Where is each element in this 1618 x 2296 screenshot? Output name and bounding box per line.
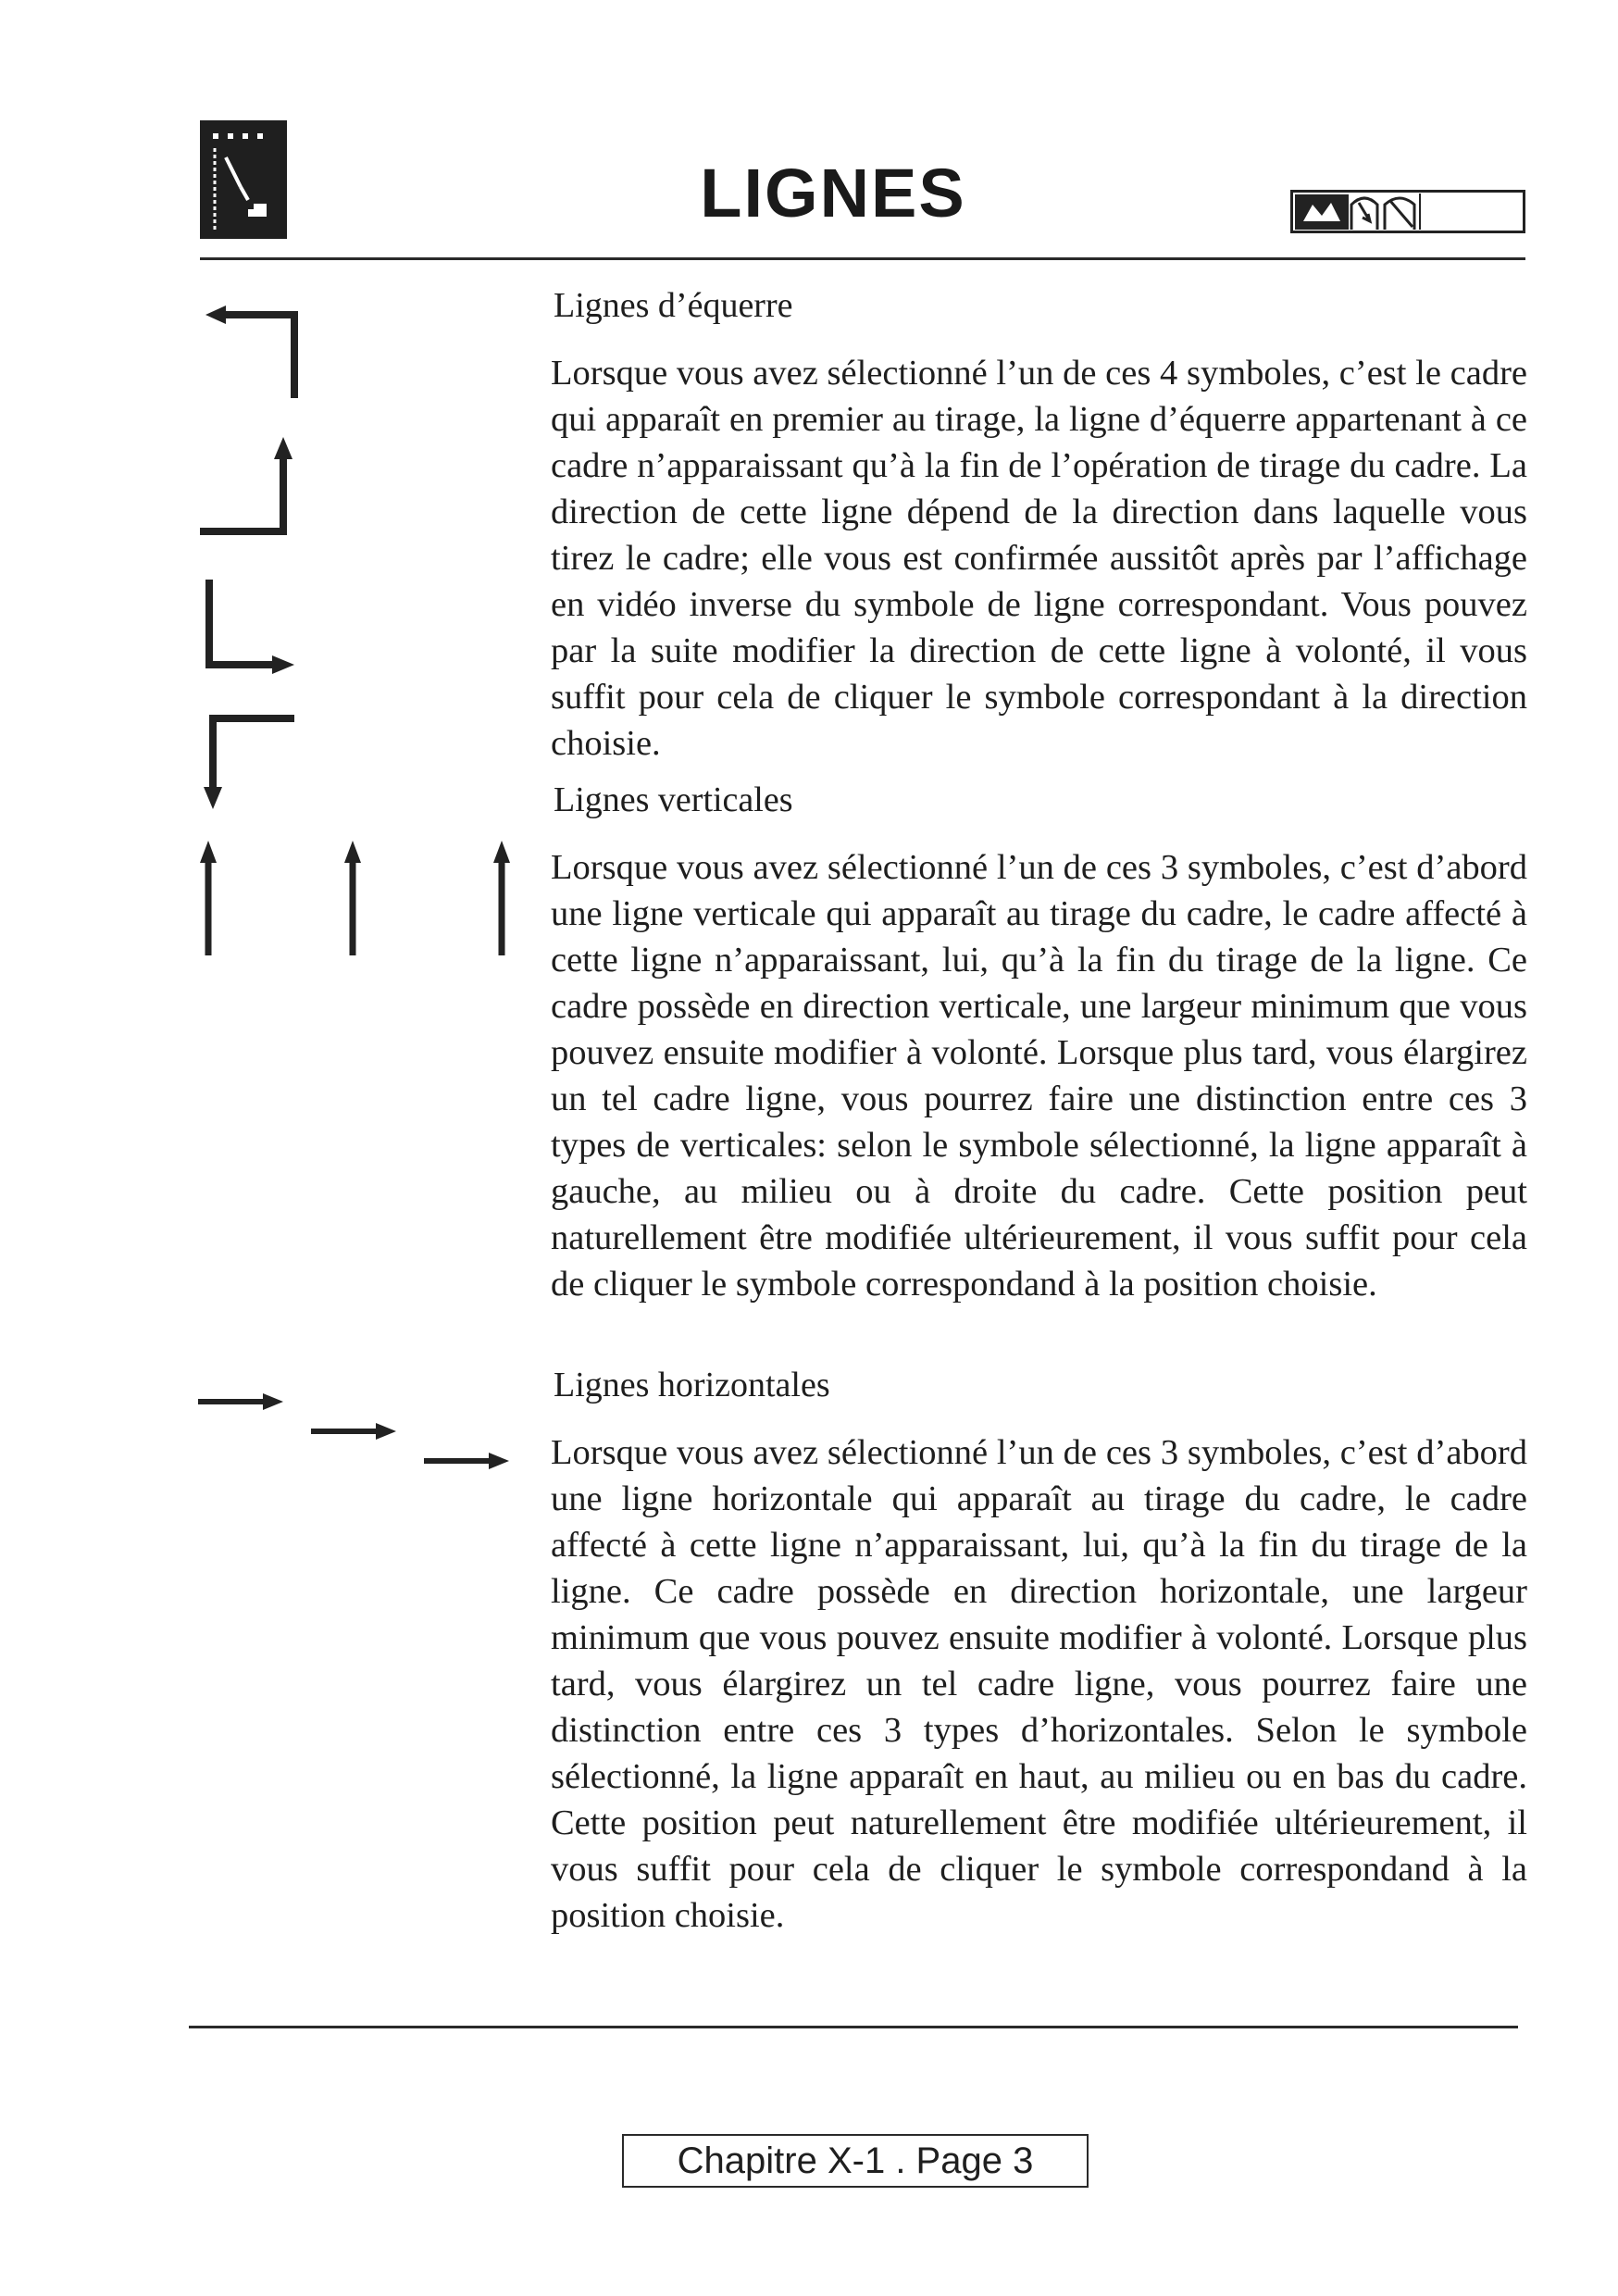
section-body-equerre: Lorsque vous avez sélectionné l’un de ces 4 symboles, c’est le cadre qui apparaît en premier au tirage, la ligne d’équerre appartenant à ce cadre n’apparaissant qu’à la fin de l’opération de tirage du cadre. La direction de cette ligne dépend de la direction dans laquelle vous tirez le cadre; elle vous est confirmée aussitôt après par l’affichage en vidéo inverse du symbole de ligne correspondant. Vous pouvez par la suite modifier la direction de cette ligne à volonté, il vous suffit pour cela de cliquer le symbole correspondant à la direction choisie. xyxy=(551,354,1527,763)
section-heading-horizontales: Lignes horizontales xyxy=(554,1366,830,1404)
mode-selector xyxy=(1290,190,1525,233)
section-heading-verticales: Lignes verticales xyxy=(554,780,793,819)
horizontal-line-middle-icon[interactable] xyxy=(311,1420,396,1442)
section-body-verticales: Lorsque vous avez sélectionné l’un de ces 3 symboles, c’est d’abord une ligne verticale qui apparaît au tirage du cadre, le cadre affecté à cette ligne n’apparaissant, lui, qu’à la fin du tirage de la ligne. Ce cadre possède en direction verticale, une largeur minimum que vous pouvez ensuite modifier à volonté. Lorsque plus tard, vous élargirez un tel cadre ligne, vous pourrez faire une distinction entre ces 3 types de verticales: selon le symbole sélectionné, la ligne apparaît à gauche, au milieu ou à droite du cadre. Cette position peut naturellement être modifiée ultérieurement, il vous suffit pour cela de cliquer le symbole correspondand à la position choisie. xyxy=(551,848,1527,1304)
corner-line-right-down-icon[interactable] xyxy=(198,711,294,813)
line-icon[interactable] xyxy=(1385,198,1414,230)
corner-line-down-right-icon[interactable] xyxy=(200,580,296,681)
line-tool-icon xyxy=(200,120,287,239)
page-title: LIGNES xyxy=(700,155,966,231)
corner-line-left-up-icon[interactable] xyxy=(204,294,300,398)
page-number: Chapitre X-1 . Page 3 xyxy=(622,2134,1089,2188)
header-divider xyxy=(200,257,1525,260)
vertical-line-middle-icon[interactable] xyxy=(339,841,367,955)
horizontal-line-bottom-icon[interactable] xyxy=(424,1450,509,1472)
section-body-horizontales: Lorsque vous avez sélectionné l’un de ces 3 symboles, c’est d’abord une ligne horizontale qui apparaît au tirage du cadre, le cadre affecté à cette ligne n’apparaissant, lui, qu’à la fin du tirage de la ligne. Ce cadre possède en direction horizontale, une largeur minimum que vous pouvez ensuite modifier à volonté. Lorsque plus tard, vous élargirez un tel cadre ligne, vous pourrez faire une distinction entre ces 3 types d’horizontales. Selon le symbole sélectionné, la ligne apparaît en haut, au milieu ou en bas du cadre. Cette position peut naturellement être modifiée ultérieurement, il vous suffit pour cela de cliquer le symbole correspondand à la position choisie. xyxy=(551,1433,1527,1935)
section-heading-equerre: Lignes d’équerre xyxy=(554,286,793,325)
vertical-line-right-icon[interactable] xyxy=(488,841,516,955)
footer-divider xyxy=(189,2026,1518,2028)
corner-line-up-left-icon[interactable] xyxy=(200,433,296,543)
horizontal-line-top-icon[interactable] xyxy=(198,1391,283,1413)
select-icon[interactable] xyxy=(1295,194,1349,230)
pointer-icon[interactable] xyxy=(1351,198,1377,230)
vertical-line-left-icon[interactable] xyxy=(194,841,222,955)
